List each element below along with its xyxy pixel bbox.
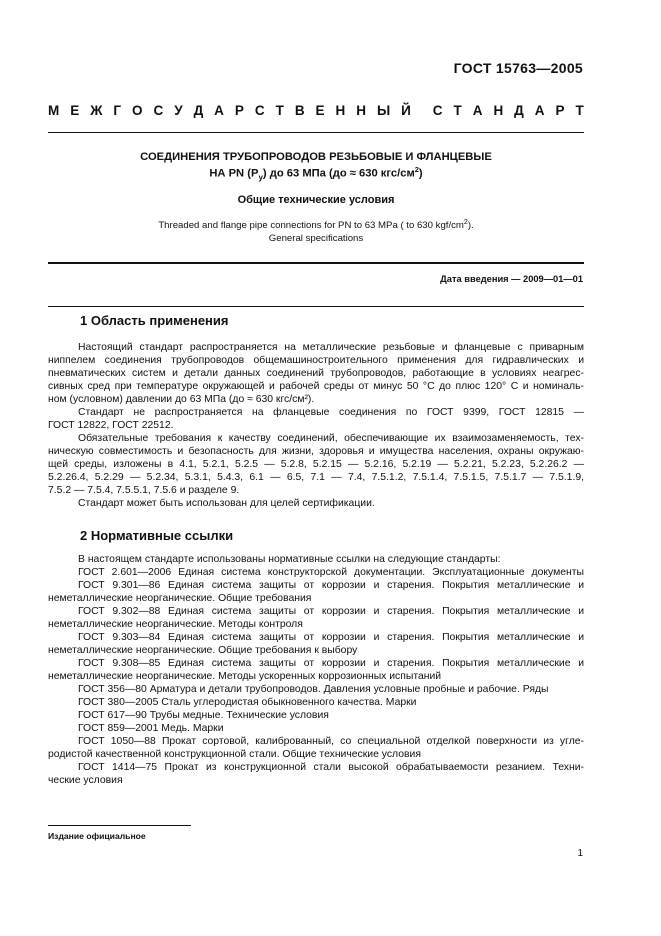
standard-type-letter: Н [335,103,346,118]
edition-official-label: Издание официальное [48,831,146,841]
standard-type-letter: С [432,103,443,118]
standard-type-letter: Г [113,103,122,118]
standard-type-letter: Д [193,103,204,118]
standard-type-letter: Т [275,103,284,118]
text-line: неметаллические неорганические. Общие требования к выбору [48,645,358,656]
standard-type-letter: Е [315,103,325,118]
page-number: 1 [577,848,583,859]
title-en-1-superscript: 2 [463,219,468,226]
top-divider [48,132,584,133]
title-english-line-2: General specifications [268,233,364,244]
section-1-body [48,341,584,510]
text-line: ГОСТ 356—80 Арматура и детали трубопроводов. Давления условные пробные и рабочие. Ряды [78,684,549,695]
standard-type-letter: Н [493,103,504,118]
standard-type-letter: В [294,103,305,118]
standard-type-banner [48,103,584,118]
text-line: ническую совместимость и безопасность для жизни, здоровья и имущества населения, охраны окружаю- [48,446,584,457]
section-2-body [48,553,584,787]
text-line: ческие условия [48,775,123,786]
standard-type-letter: Н [356,103,366,118]
text-line: 7.5.2 — 7.5.4, 7.5.5.1, 7.5.6 и разделе 9. [48,485,240,496]
text-line: ГОСТ 2.601—2006 Единая система конструкторской документации. Эксплуатационные документы [78,567,584,578]
text-line: ГОСТ 9.308—85 Единая система защиты от коррозии и старения. Покрытия металлические и [78,658,584,669]
title-divider [48,262,584,264]
text-line: Настоящий стандарт распространяется на металлические резьбовые и фланцевые с приварным [78,342,584,353]
subtitle-russian: Общие технические условия [237,194,395,206]
standard-type-letter: С [153,103,164,118]
text-line: щей среды, изложены в 4.1, 5.2.1, 5.2.5 — 5.2.8, 5.2.15 — 5.2.16, 5.2.19 — 5.2.21, 5.2.23, 5.2.26.2 — [48,459,584,470]
date-divider [48,306,584,307]
text-line: ГОСТ 859—2001 Медь. Марки [78,723,224,734]
text-line: Обязательные требования к качеству соединений, обеспечивающие их взаимозаменяемость, тех- [78,433,584,444]
text-line: ГОСТ 1050—88 Прокат сортовой, калиброванный, со специальной отделкой поверхности из угле- [78,736,584,747]
text-line: ГОСТ 1414—75 Прокат из конструкционной стали высокой обрабатываемости резанием. Техни- [78,762,584,773]
footer-divider [48,825,191,826]
title-en-1-part-a: Threaded and flange pipe connections for PN to 63 MPa ( to 630 kgf/cm [158,220,464,232]
standard-type-letter: У [174,103,183,118]
title-ru-2-part-a: НА PN (P [209,167,259,180]
standard-type-letter: Е [70,103,80,118]
text-line: пневматических систем и детали данных соединений трубопроводов, работающие в условиях неагрес- [48,368,584,379]
title-ru-2-part-c: ) [418,167,423,180]
standard-type-letter: Р [234,103,244,118]
text-line: неметаллические неорганические. Методы контроля [48,619,303,630]
text-line: родистой качественной конструкционной стали. Общие технические условия [48,749,421,760]
standard-type-letter: А [214,103,224,118]
text-line: неметаллические неорганические. Общие требования [48,593,312,604]
document-number: ГОСТ 15763—2005 [453,60,583,76]
standard-type-letter: А [534,103,545,118]
standard-type-letter: Ы [376,103,391,118]
section-1-heading: 1 Область применения [80,313,229,328]
standard-type-letter: Т [453,103,462,118]
text-line: ГОСТ 380—2005 Сталь углеродистая обыкновенного качества. Марки [78,697,417,708]
section-2-heading: 2 Нормативные ссылки [80,528,234,543]
standard-type-letter: Й [401,103,411,118]
standard-type-letter: Р [555,103,565,118]
title-ru-2-subscript: y [258,172,263,182]
standard-type-letter: Т [575,103,584,118]
text-line: ГОСТ 12822, ГОСТ 22512. [48,420,174,431]
standard-type-letter: М [48,103,60,118]
title-en-1-part-b: ). [467,220,474,232]
text-line: ГОСТ 9.301—86 Единая система защиты от коррозии и старения. Покрытия металлические и [78,580,584,591]
title-ru-2-superscript: 2 [414,165,419,174]
text-line: сивных сред при температуре окружающей и рабочей среды от минус 50 °С до плюс 120° С и номиналь- [48,381,584,392]
text-line: 5.2.26.4, 5.2.29 — 5.2.34, 5.3.1, 5.4.3, 6.1 — 6.5, 7.1 — 7.4, 7.5.1.2, 7.5.1.4, 7.5.1.5, 7.5.1.7 — 7.5.1.9, [48,472,584,483]
text-line: ГОСТ 9.303—84 Единая система защиты от коррозии и старения. Покрытия металлические и [78,632,584,643]
text-line: В настоящем стандарте использованы нормативные ссылки на следующие стандарты: [78,554,501,565]
standard-type-letter: Ж [90,103,103,118]
title-russian-line-2 [48,165,584,182]
effective-date: Дата введения — 2009—01—01 [440,274,583,284]
title-russian-line-1: СОЕДИНЕНИЯ ТРУБОПРОВОДОВ РЕЗЬБОВЫЕ И ФЛАНЦЕВЫЕ [140,151,492,163]
text-line: ниппелем соединения трубопроводов общемашиностроительного применения для гидравлических и [48,355,584,366]
standard-type-letter: Д [514,103,524,118]
standard-type-letter: А [472,103,483,118]
standard-type-letter: С [254,103,265,118]
text-line: неметаллические неорганические. Методы ускоренных коррозионных испытаний [48,671,442,682]
title-ru-2-part-b: ) до 63 МПа (до ≈ 630 кгс/см [262,167,415,180]
text-line: ГОСТ 617—90 Трубы медные. Технические условия [78,710,329,721]
standard-type-letter: О [132,103,143,118]
text-line: ном (условном) давлении до 63 МПа (до ≈ 630 кгс/см²). [48,394,315,405]
text-line: Стандарт не распространяется на фланцевые соединения по ГОСТ 9399, ГОСТ 12815 — [78,407,584,418]
title-english-line-1 [48,219,584,231]
text-line: Стандарт может быть использован для целей сертификации. [78,498,375,509]
text-line: ГОСТ 9.302—88 Единая система защиты от коррозии и старения. Покрытия металлические и [78,606,584,617]
